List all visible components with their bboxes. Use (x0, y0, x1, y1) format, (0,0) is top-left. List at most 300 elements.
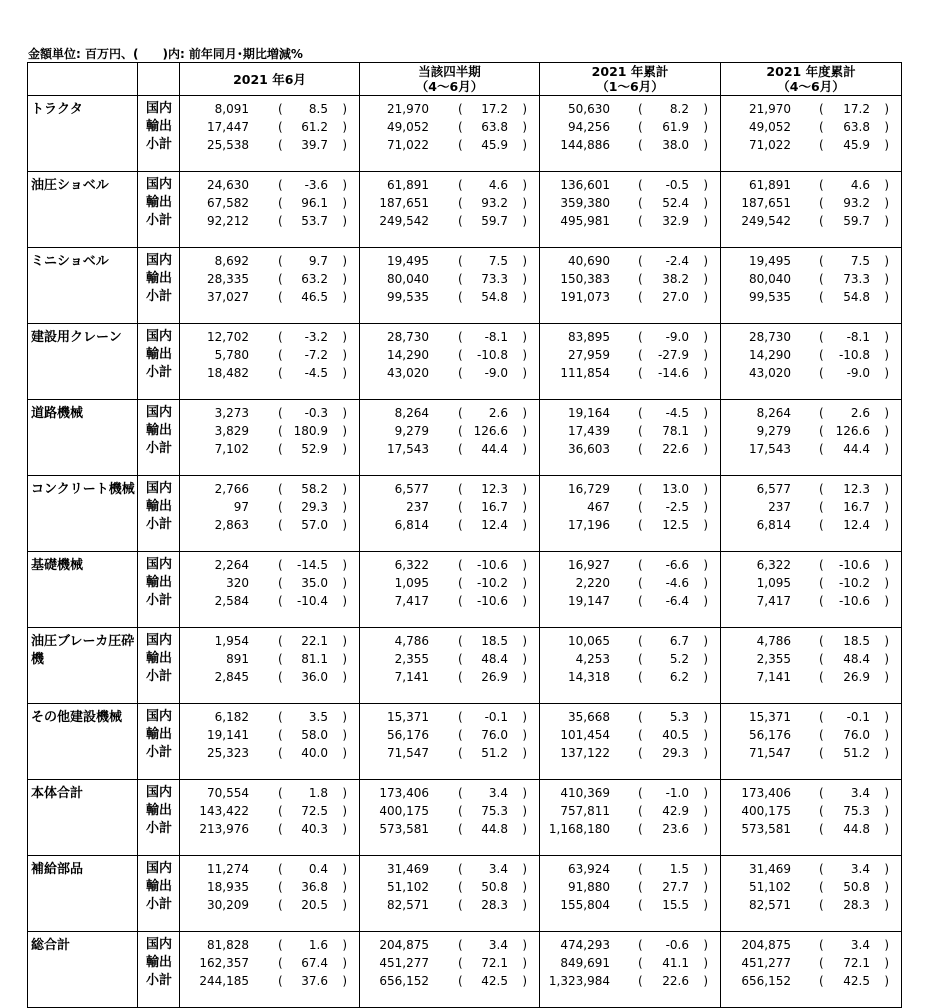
paren-open: ( (638, 558, 643, 572)
paren-close: ) (342, 956, 347, 970)
paren-open: ( (638, 670, 643, 684)
value-row (721, 592, 901, 610)
value-row (180, 726, 359, 744)
paren-close: ) (884, 138, 889, 152)
change-percent: 78.1 (662, 424, 689, 438)
paren-close: ) (522, 974, 527, 988)
value-row (540, 118, 720, 136)
paren-close: ) (522, 746, 527, 760)
value-row (540, 440, 720, 458)
value-row (180, 212, 359, 230)
paren-open: ( (458, 424, 463, 438)
change-percent: 40.3 (301, 822, 328, 836)
amount-value: 150,383 (560, 272, 610, 286)
paren-open: ( (458, 138, 463, 152)
paren-open: ( (278, 518, 283, 532)
change-percent: 48.4 (481, 652, 508, 666)
value-row (540, 860, 720, 878)
change-percent: 39.7 (301, 138, 328, 152)
paren-close: ) (703, 366, 708, 380)
change-percent: 75.3 (843, 804, 870, 818)
paren-close: ) (522, 196, 527, 210)
paren-close: ) (522, 728, 527, 742)
value-row (180, 708, 359, 726)
kind-label: 国内 (146, 405, 173, 420)
amount-value: 28,730 (387, 330, 429, 344)
value-row (180, 972, 359, 990)
change-percent: 96.1 (301, 196, 328, 210)
paren-close: ) (522, 594, 527, 608)
paren-open: ( (819, 974, 824, 988)
value-row (540, 364, 720, 382)
amount-value: 173,406 (379, 786, 429, 800)
change-percent: 81.1 (301, 652, 328, 666)
change-percent: -27.9 (657, 348, 689, 362)
period-cell (540, 932, 721, 1008)
period-cell (721, 172, 902, 248)
paren-close: ) (522, 214, 527, 228)
category-row (28, 248, 902, 324)
amount-value: 204,875 (741, 938, 791, 952)
paren-open: ( (819, 594, 824, 608)
amount-value: 249,542 (741, 214, 791, 228)
value-row (180, 878, 359, 896)
paren-open: ( (278, 804, 283, 818)
paren-open: ( (278, 670, 283, 684)
category-row (28, 628, 902, 704)
change-percent: 29.3 (301, 500, 328, 514)
value-row (360, 194, 539, 212)
value-row (180, 954, 359, 972)
change-percent: 59.7 (843, 214, 870, 228)
paren-open: ( (458, 974, 463, 988)
change-percent: 3.4 (850, 786, 870, 800)
amount-value: 2,264 (214, 558, 249, 572)
value-row (721, 708, 901, 726)
change-percent: 61.9 (662, 120, 689, 134)
paren-close: ) (342, 102, 347, 116)
change-percent: 32.9 (662, 214, 689, 228)
category-name: 建設用クレーン (28, 324, 138, 400)
change-percent: 40.5 (662, 728, 689, 742)
paren-open: ( (819, 938, 824, 952)
amount-value: 99,535 (387, 290, 429, 304)
kind-cell (138, 628, 180, 704)
amount-value: 8,264 (394, 406, 429, 420)
value-row (360, 954, 539, 972)
amount-value: 94,256 (568, 120, 610, 134)
kind-label: 国内 (146, 937, 173, 952)
value-row (360, 422, 539, 440)
change-percent: 2.6 (488, 406, 508, 420)
paren-close: ) (522, 406, 527, 420)
value-row (360, 212, 539, 230)
change-percent: 1.5 (669, 862, 689, 876)
value-row (360, 632, 539, 650)
amount-value: 162,357 (199, 956, 249, 970)
period-cell (721, 856, 902, 932)
value-row (721, 252, 901, 270)
paren-open: ( (278, 214, 283, 228)
change-percent: 6.7 (669, 634, 689, 648)
value-row (360, 328, 539, 346)
value-row (721, 480, 901, 498)
amount-value: 173,406 (741, 786, 791, 800)
change-percent: 51.2 (843, 746, 870, 760)
value-row (540, 212, 720, 230)
paren-close: ) (522, 880, 527, 894)
paren-open: ( (638, 898, 643, 912)
change-percent: -10.8 (838, 348, 870, 362)
paren-open: ( (819, 746, 824, 760)
paren-open: ( (819, 822, 824, 836)
paren-close: ) (703, 442, 708, 456)
value-row (540, 936, 720, 954)
paren-open: ( (819, 634, 824, 648)
paren-close: ) (342, 424, 347, 438)
period-cell (360, 780, 540, 856)
paren-open: ( (278, 482, 283, 496)
kind-label: 輸出 (146, 271, 173, 286)
value-row (360, 744, 539, 762)
period-cell (721, 552, 902, 628)
paren-close: ) (703, 482, 708, 496)
paren-close: ) (703, 138, 708, 152)
paren-close: ) (342, 594, 347, 608)
paren-open: ( (638, 518, 643, 532)
amount-value: 99,535 (749, 290, 791, 304)
amount-value: 2,220 (575, 576, 610, 590)
paren-close: ) (342, 804, 347, 818)
paren-open: ( (278, 424, 283, 438)
amount-value: 15,371 (387, 710, 429, 724)
value-row (721, 784, 901, 802)
paren-open: ( (638, 442, 643, 456)
change-percent: -14.6 (657, 366, 689, 380)
kind-label: 小計 (146, 669, 173, 684)
amount-value: 137,122 (560, 746, 610, 760)
paren-close: ) (342, 880, 347, 894)
paren-open: ( (819, 670, 824, 684)
paren-close: ) (884, 746, 889, 760)
period-cell (360, 856, 540, 932)
category-name: 油圧ショベル (28, 172, 138, 248)
paren-open: ( (819, 862, 824, 876)
paren-open: ( (458, 898, 463, 912)
paren-close: ) (884, 898, 889, 912)
paren-close: ) (884, 880, 889, 894)
value-row (721, 726, 901, 744)
category-name: トラクタ (28, 96, 138, 172)
value-row (360, 726, 539, 744)
paren-close: ) (884, 348, 889, 362)
kind-label: 小計 (146, 137, 173, 152)
change-percent: -10.6 (476, 558, 508, 572)
value-row (540, 878, 720, 896)
paren-open: ( (458, 196, 463, 210)
header-period-fiscal-ytd (721, 63, 902, 96)
value-row (721, 440, 901, 458)
paren-close: ) (703, 786, 708, 800)
paren-open: ( (278, 178, 283, 192)
paren-open: ( (458, 880, 463, 894)
amount-value: 400,175 (379, 804, 429, 818)
paren-open: ( (638, 214, 643, 228)
value-row (540, 954, 720, 972)
value-row (540, 252, 720, 270)
change-percent: 76.0 (843, 728, 870, 742)
change-percent: 59.7 (481, 214, 508, 228)
amount-value: 6,577 (756, 482, 791, 496)
paren-close: ) (703, 804, 708, 818)
value-row (360, 118, 539, 136)
amount-value: 474,293 (560, 938, 610, 952)
amount-value: 6,814 (756, 518, 791, 532)
paren-close: ) (703, 862, 708, 876)
paren-open: ( (458, 214, 463, 228)
change-percent: 50.8 (843, 880, 870, 894)
change-percent: 26.9 (481, 670, 508, 684)
value-row (721, 954, 901, 972)
paren-close: ) (703, 120, 708, 134)
period-cell (360, 476, 540, 552)
kind-label: 小計 (146, 289, 173, 304)
paren-close: ) (703, 518, 708, 532)
change-percent: 50.8 (481, 880, 508, 894)
period-cell (180, 476, 360, 552)
value-row (360, 650, 539, 668)
value-row (721, 288, 901, 306)
paren-close: ) (342, 728, 347, 742)
change-percent: -4.5 (304, 366, 328, 380)
change-percent: 0.4 (308, 862, 328, 876)
change-percent: 17.2 (843, 102, 870, 116)
paren-open: ( (458, 348, 463, 362)
change-percent: -3.6 (304, 178, 328, 192)
value-row (540, 288, 720, 306)
paren-close: ) (703, 634, 708, 648)
value-row (721, 100, 901, 118)
amount-value: 4,253 (575, 652, 610, 666)
value-row (180, 346, 359, 364)
change-percent: 28.3 (843, 898, 870, 912)
amount-value: 9,279 (394, 424, 429, 438)
kind-label: 輸出 (146, 195, 173, 210)
kind-label: 国内 (146, 253, 173, 268)
amount-value: 25,538 (207, 138, 249, 152)
amount-value: 56,176 (387, 728, 429, 742)
paren-open: ( (638, 710, 643, 724)
amount-value: 19,164 (568, 406, 610, 420)
paren-close: ) (342, 862, 347, 876)
paren-close: ) (342, 652, 347, 666)
paren-open: ( (819, 442, 824, 456)
value-row (180, 118, 359, 136)
amount-value: 7,417 (756, 594, 791, 608)
change-percent: 44.8 (481, 822, 508, 836)
value-row (721, 422, 901, 440)
category-name: 基礎機械 (28, 552, 138, 628)
change-percent: 13.0 (662, 482, 689, 496)
period-cell (721, 780, 902, 856)
paren-open: ( (278, 898, 283, 912)
paren-open: ( (458, 558, 463, 572)
paren-open: ( (458, 102, 463, 116)
paren-open: ( (278, 254, 283, 268)
paren-close: ) (703, 406, 708, 420)
paren-close: ) (522, 348, 527, 362)
paren-close: ) (703, 290, 708, 304)
paren-open: ( (458, 786, 463, 800)
change-percent: -6.6 (665, 558, 689, 572)
amount-value: 61,891 (749, 178, 791, 192)
paren-open: ( (278, 652, 283, 666)
change-percent: 45.9 (843, 138, 870, 152)
change-percent: 12.3 (843, 482, 870, 496)
value-row (721, 972, 901, 990)
value-row (540, 176, 720, 194)
value-row (180, 556, 359, 574)
kind-label: 小計 (146, 973, 173, 988)
paren-open: ( (638, 406, 643, 420)
paren-open: ( (278, 120, 283, 134)
amount-value: 40,690 (568, 254, 610, 268)
change-percent: 42.5 (843, 974, 870, 988)
paren-open: ( (458, 956, 463, 970)
paren-close: ) (884, 786, 889, 800)
amount-value: 25,323 (207, 746, 249, 760)
value-row (721, 270, 901, 288)
paren-close: ) (703, 652, 708, 666)
change-percent: 1.6 (308, 938, 328, 952)
change-percent: -10.6 (838, 558, 870, 572)
value-row (721, 744, 901, 762)
value-row (540, 726, 720, 744)
kind-label: 輸出 (146, 727, 173, 742)
value-row (180, 328, 359, 346)
kind-cell (138, 400, 180, 476)
value-row (721, 346, 901, 364)
paren-open: ( (638, 746, 643, 760)
amount-value: 143,422 (199, 804, 249, 818)
change-percent: 57.0 (301, 518, 328, 532)
change-percent: 27.0 (662, 290, 689, 304)
period-cell (721, 932, 902, 1008)
category-name: 油圧ブレーカ圧砕機 (28, 628, 138, 704)
amount-value: 56,176 (749, 728, 791, 742)
paren-open: ( (458, 652, 463, 666)
paren-open: ( (458, 938, 463, 952)
value-row (540, 404, 720, 422)
paren-close: ) (342, 290, 347, 304)
paren-close: ) (884, 728, 889, 742)
kind-cell (138, 248, 180, 324)
amount-value: 3,829 (214, 424, 249, 438)
paren-open: ( (458, 366, 463, 380)
paren-open: ( (278, 746, 283, 760)
value-row (721, 802, 901, 820)
period-cell (180, 552, 360, 628)
amount-value: 451,277 (741, 956, 791, 970)
paren-open: ( (638, 178, 643, 192)
paren-close: ) (703, 348, 708, 362)
value-row (721, 860, 901, 878)
change-percent: -10.6 (838, 594, 870, 608)
paren-open: ( (458, 290, 463, 304)
value-row (360, 878, 539, 896)
paren-open: ( (819, 424, 824, 438)
change-percent: 12.5 (662, 518, 689, 532)
change-percent: 44.8 (843, 822, 870, 836)
amount-value: 16,927 (568, 558, 610, 572)
paren-close: ) (703, 178, 708, 192)
period-cell (721, 628, 902, 704)
paren-close: ) (522, 290, 527, 304)
value-row (721, 194, 901, 212)
paren-close: ) (342, 406, 347, 420)
amount-value: 12,702 (207, 330, 249, 344)
paren-close: ) (703, 272, 708, 286)
change-percent: 45.9 (481, 138, 508, 152)
paren-close: ) (703, 880, 708, 894)
paren-close: ) (342, 138, 347, 152)
value-row (540, 556, 720, 574)
kind-label: 小計 (146, 517, 173, 532)
period-cell (540, 400, 721, 476)
period-cell (540, 856, 721, 932)
change-percent: 17.2 (481, 102, 508, 116)
paren-open: ( (458, 254, 463, 268)
paren-close: ) (703, 728, 708, 742)
amount-value: 7,141 (756, 670, 791, 684)
paren-close: ) (703, 576, 708, 590)
paren-open: ( (458, 442, 463, 456)
value-row (721, 136, 901, 154)
change-percent: -0.5 (665, 178, 689, 192)
change-percent: -4.6 (665, 576, 689, 590)
paren-close: ) (703, 424, 708, 438)
paren-close: ) (342, 500, 347, 514)
value-row (180, 784, 359, 802)
value-row (360, 668, 539, 686)
header-line1: 2021 年累計 (591, 64, 669, 79)
amount-value: 15,371 (749, 710, 791, 724)
amount-value: 81,828 (207, 938, 249, 952)
change-percent: 63.8 (843, 120, 870, 134)
paren-close: ) (703, 898, 708, 912)
change-percent: 38.0 (662, 138, 689, 152)
amount-value: 8,264 (756, 406, 791, 420)
paren-close: ) (884, 424, 889, 438)
change-percent: 54.8 (843, 290, 870, 304)
paren-open: ( (819, 330, 824, 344)
paren-close: ) (342, 272, 347, 286)
amount-value: 31,469 (749, 862, 791, 876)
paren-open: ( (638, 576, 643, 590)
change-percent: 180.9 (293, 424, 328, 438)
period-cell (180, 704, 360, 780)
value-row (360, 574, 539, 592)
value-row (360, 802, 539, 820)
value-row (540, 972, 720, 990)
value-row (180, 592, 359, 610)
amount-value: 9,279 (756, 424, 791, 438)
change-percent: 58.0 (301, 728, 328, 742)
paren-open: ( (819, 518, 824, 532)
kind-cell (138, 476, 180, 552)
paren-close: ) (703, 214, 708, 228)
amount-value: 5,780 (214, 348, 249, 362)
